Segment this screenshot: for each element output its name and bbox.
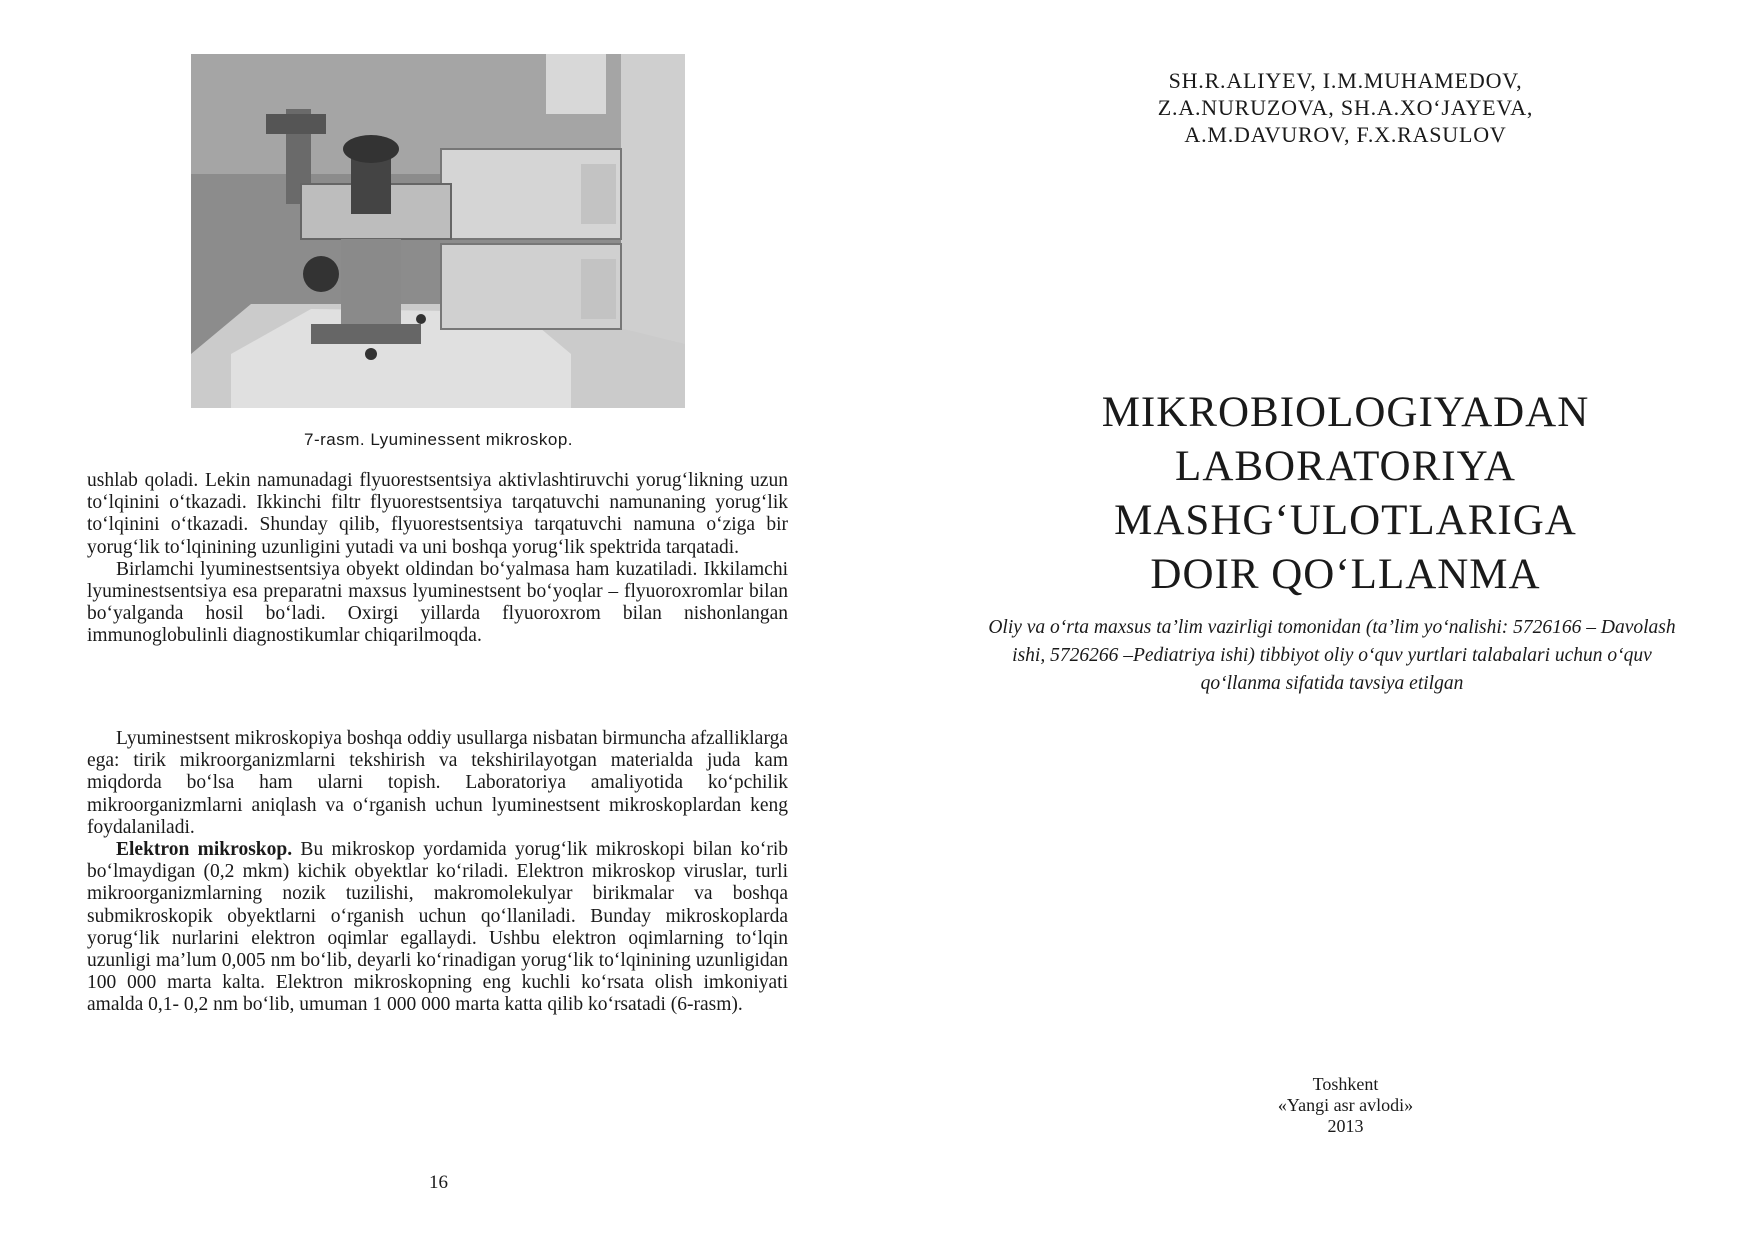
page-number: 16 <box>429 1172 448 1193</box>
paragraph-text: Bu mikroskop yordamida yorug‘lik mikroskopi bilan ko‘rib bo‘lmaydigan (0,2 mkm) kichik obyektlar ko‘riladi. Elektron mikroskop viruslar, turli mikroorganizmlarning nozik tuzilishi, makromolekulyar birikmalar va boshqa submikroskopik obyektlarni o‘rganish uchun qo‘llaniladi. Bunday mikroskoplarda yorug‘lik nurlarini elektron oqimlar egallaydi. Ushbu elektron oqimlarning to‘lqin uzunligi ma’lum 0,005 nm bo‘lib, deyarli ko‘rinadigan yorug‘lik to‘lqinining uzunligidan 100 000 marta kalta. Elektron mikroskopning eng kuchli ko‘rsata olish imkoniyati amalda 0,1- 0,2 nm bo‘lib, umuman 1 000 000 marta katta qilib ko‘rsatadi (6-rasm). <box>87 839 788 1016</box>
publisher-name: «Yangi asr avlodi» <box>1277 1095 1414 1115</box>
book-title <box>877 386 1754 602</box>
paragraph: Lyuminestsent mikroskopiya boshqa oddiy usullarga nisbatan birmuncha afzalliklarga ega: tirik mikroorganizmlarni tekshirish va tekshirilayotgan materialda juda kam miqdorda bo‘lsa ham ularni topish. Laboratoriya amaliyotida ko‘pchilik mikroorganizmlarni aniqlash va o‘rganish uchun lyuminestsent mikroskoplardan keng foydalaniladi. <box>87 728 788 838</box>
publisher-city: Toshkent <box>1312 1074 1379 1094</box>
paragraph: ushlab qoladi. Lekin namunadagi flyuorestsentsiya aktivlashtiruvchi yorug‘likning uzun to‘lqinini o‘tkazadi. Ikkinchi filtr flyuorestsentsiya tarqatuvchi namunaning yorug‘lik to‘lqinini o‘tkazadi. Shunday qilib, flyuorestsentsiya tarqatuvchi namuna o‘ziga bir yorug‘lik to‘lqinining uzunligini yutadi va uni boshqa yorug‘lik spektrida tarqatadi. <box>87 470 788 558</box>
figure-caption: 7-rasm. Lyuminessent mikroskop. <box>303 430 573 449</box>
text-block-lower <box>87 728 788 1017</box>
section-heading: Elektron mikroskop. <box>116 839 293 861</box>
publisher-info <box>877 1074 1754 1137</box>
paragraph <box>87 839 788 1017</box>
title-line: DOIR QO‘LLANMA <box>1150 551 1541 598</box>
right-page <box>877 0 1754 1240</box>
title-line: LABORATORIYA <box>1175 443 1516 490</box>
author-line: A.M.DAVUROV, F.X.RASULOV <box>1184 122 1507 147</box>
text-block-upper <box>87 470 788 648</box>
publication-year: 2013 <box>1327 1116 1364 1136</box>
title-line: MASHG‘ULOTLARIGA <box>1114 497 1577 544</box>
microscope-photo-icon <box>191 54 685 408</box>
author-line: SH.R.ALIYEV, I.M.MUHAMEDOV, <box>1168 68 1523 93</box>
title-line: MIKROBIOLOGIYADAN <box>1101 389 1590 436</box>
approval-note: Oliy va o‘rta maxsus ta’lim vazirligi tomonidan (ta’lim yo‘nalishi: 5726166 – Davolash ishi, 5726266 –Pediatriya ishi) tibbiyot oliy o‘quv yurtlari talabalari uchun o‘quv qo‘llanma sifatida tavsiya etilgan <box>988 617 1676 694</box>
authors <box>877 67 1754 148</box>
author-line: Z.A.NURUZOVA, SH.A.XO‘JAYEVA, <box>1157 95 1534 120</box>
paragraph: Birlamchi lyuminestsentsiya obyekt oldindan bo‘yalmasa ham kuzatiladi. Ikkilamchi lyuminestsentsiya esa preparatni maxsus lyuminestsent bo‘yoqlar – flyuoroxromlar bilan bo‘yalganda hosil bo‘ladi. Oxirgi yillarda flyuoroxrom bilan nishonlangan immunoglobulinli diagnostikumlar chiqarilmoqda. <box>87 558 788 647</box>
